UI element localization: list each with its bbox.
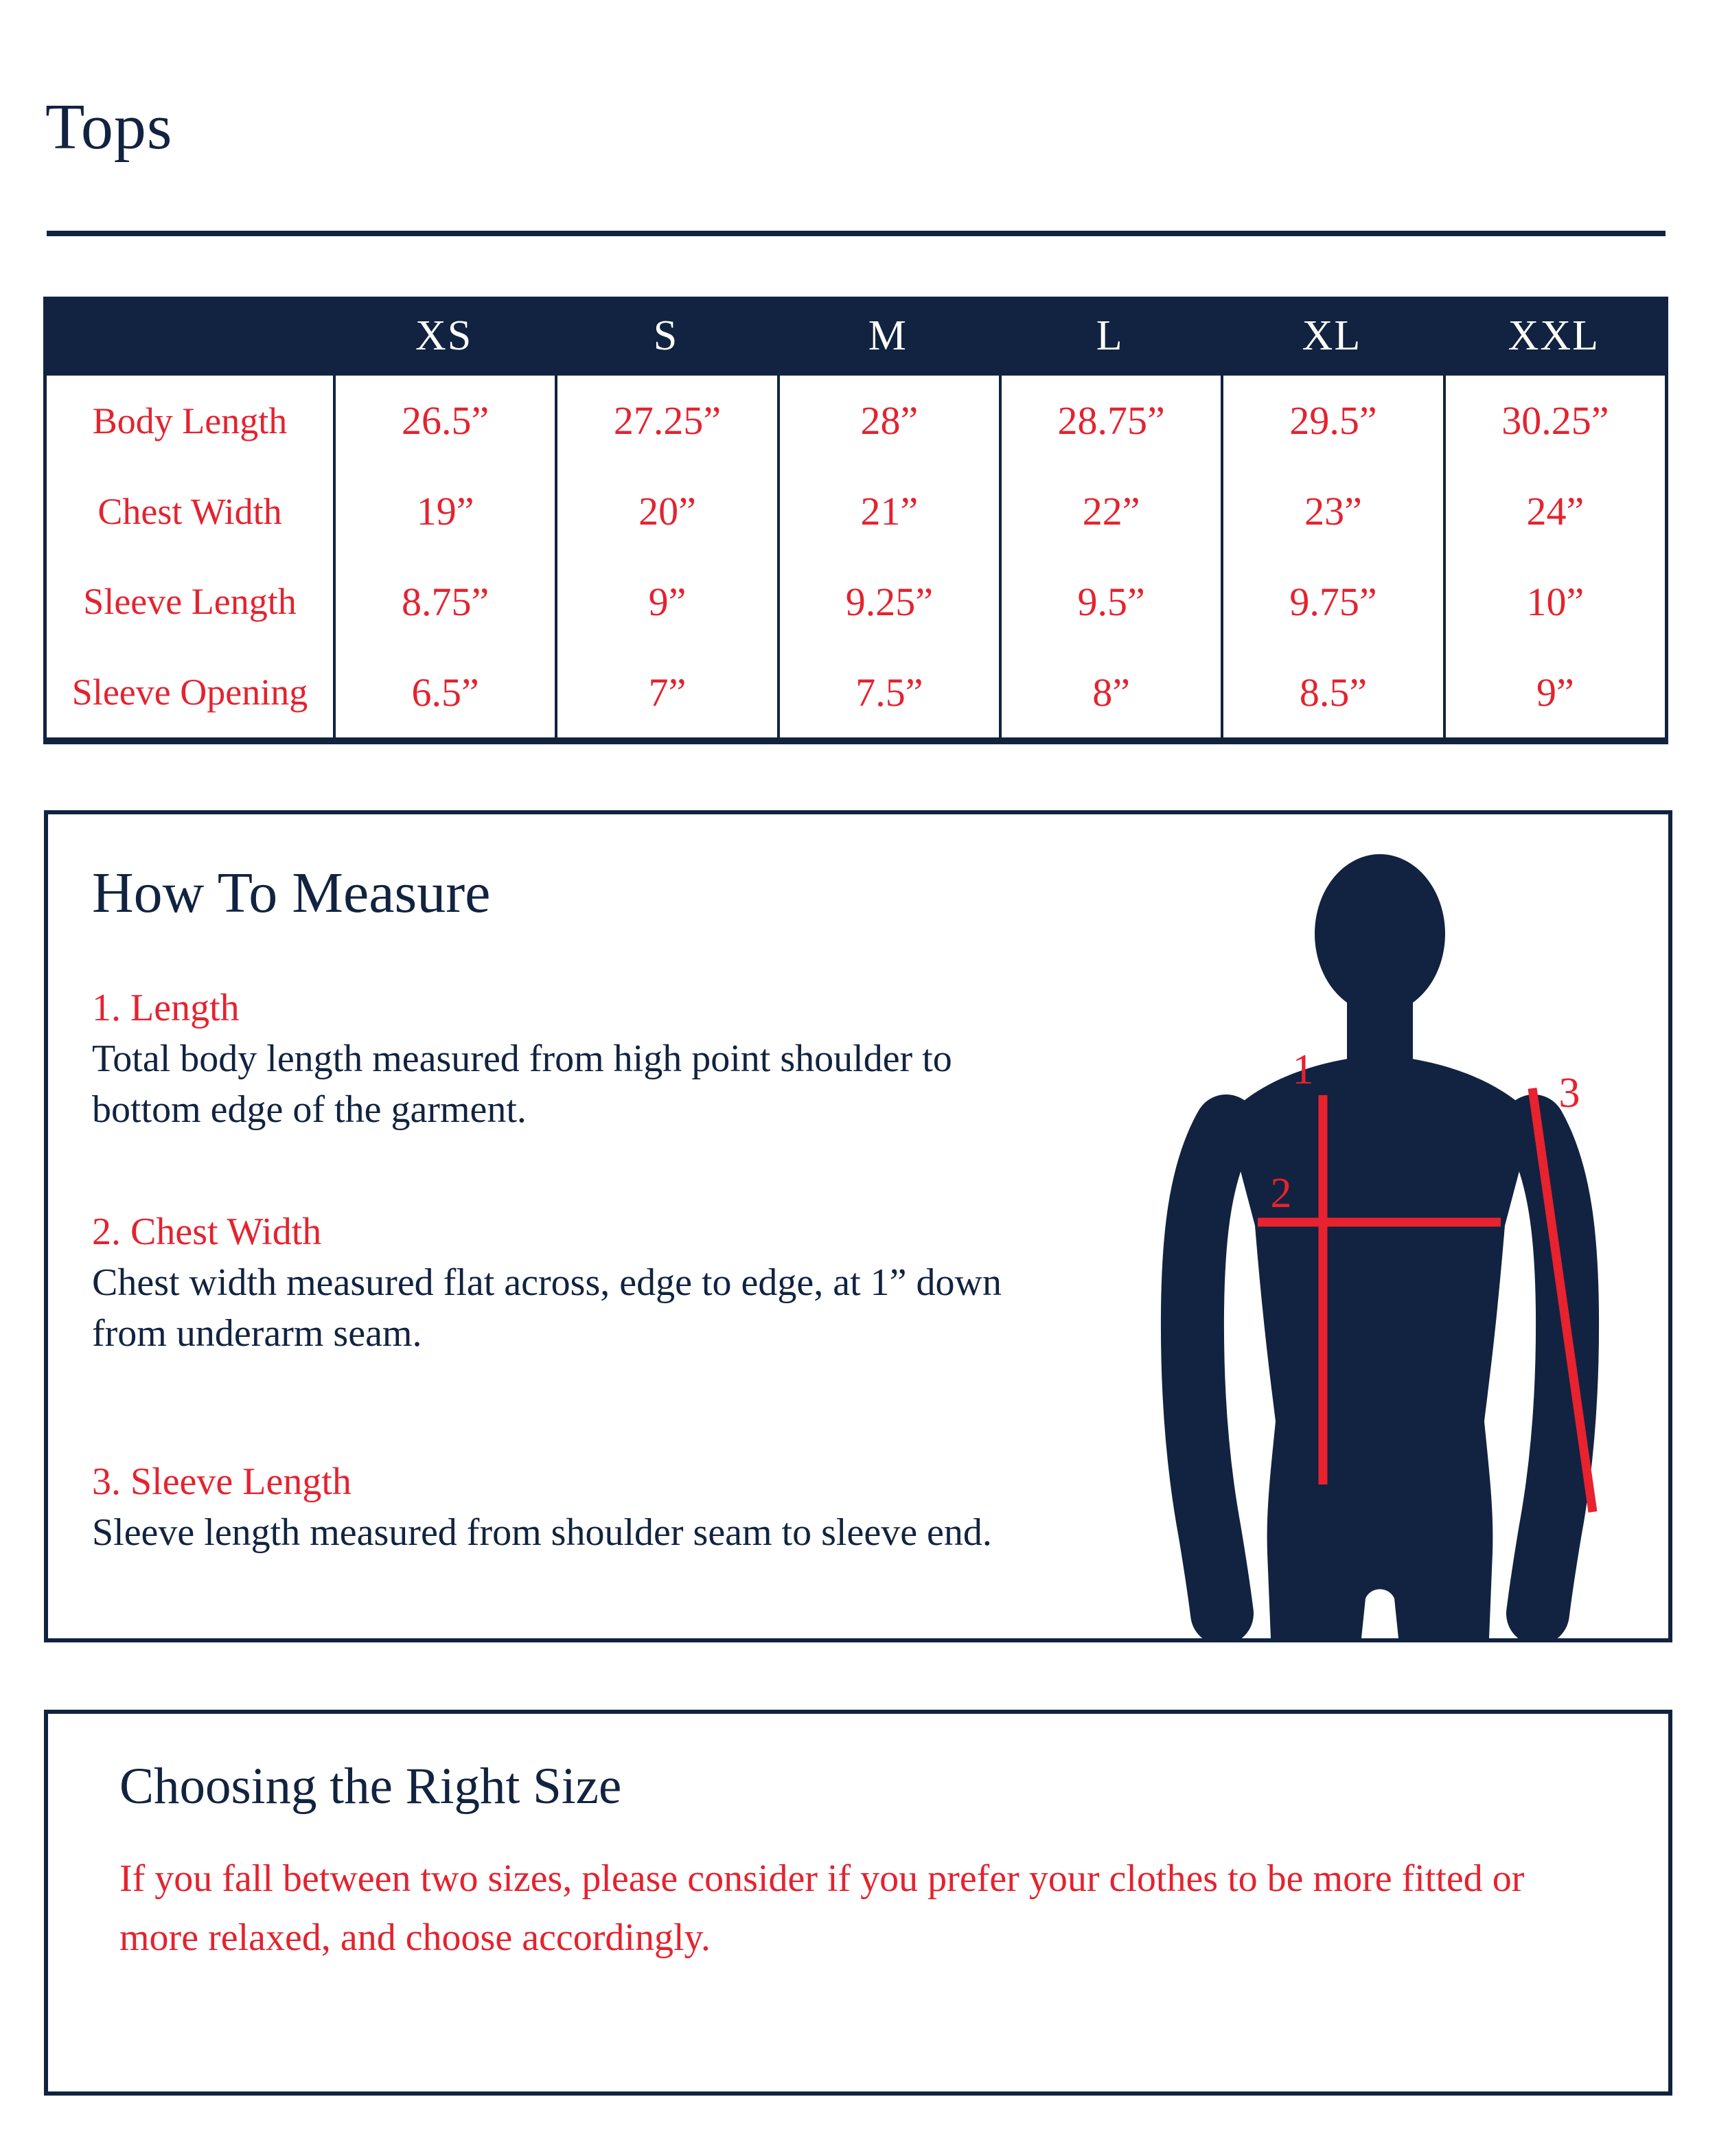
table-value: 9.75” [1221,557,1442,647]
figure-label-1: 1 [1292,1046,1314,1093]
figure-label-3: 3 [1558,1070,1580,1116]
choosing-size-note-line: If you fall between two sizes, please consider if you prefer your clothes to be more fitted or [119,1857,1525,1900]
table-value: 7.5” [777,647,999,737]
figure-label-2: 2 [1270,1170,1292,1217]
measure-item-heading: 1. Length [92,987,240,1029]
size-column-header-m: M [777,297,999,376]
measure-item-heading: 2. Chest Width [92,1211,322,1253]
table-value: 9” [555,557,776,647]
table-value: 9” [1443,647,1665,737]
how-to-measure-title: How To Measure [92,861,491,925]
size-column-header-l: L [999,297,1221,376]
table-value: 8.75” [333,557,555,647]
table-value: 22” [999,466,1221,557]
size-column-header-s: S [555,297,776,376]
row-label-sleeve-length: Sleeve Length [47,557,333,647]
size-column-header-xl: XL [1221,297,1442,376]
row-label-chest-width: Chest Width [47,466,333,557]
measure-item-text-line: Sleeve length measured from shoulder seam to sleeve end. [92,1511,992,1554]
measure-item-chest-width [92,1206,1067,1359]
measure-item-text-line: Chest width measured flat across, edge to edge, at 1” down [92,1261,1002,1304]
table-value: 9.25” [777,557,999,647]
size-table-corner-cell [47,297,333,376]
table-value: 30.25” [1443,376,1665,466]
measure-item-text-line: bottom edge of the garment. [92,1088,527,1131]
table-value: 8.5” [1221,647,1442,737]
table-value: 19” [333,466,555,557]
male-torso-silhouette [1192,854,1567,1638]
table-value: 8” [999,647,1221,737]
row-label-body-length: Body Length [47,376,333,466]
size-table [43,297,1668,744]
table-value: 23” [1221,466,1442,557]
measure-item-sleeve-length [92,1456,1067,1558]
body-silhouette-svg [1153,851,1620,1638]
measure-item-heading: 3. Sleeve Length [92,1460,352,1503]
measure-item-text-line: from underarm seam. [92,1312,422,1355]
choosing-size-note-line: more relaxed, and choose accordingly. [119,1916,711,1959]
row-label-sleeve-opening: Sleeve Opening [47,647,333,737]
title-divider-rule [47,231,1666,236]
size-column-header-xs: XS [333,297,555,376]
table-value: 9.5” [999,557,1221,647]
size-column-header-xxl: XXL [1443,297,1665,376]
table-value: 21” [777,466,999,557]
table-value: 29.5” [1221,376,1442,466]
table-value: 28” [777,376,999,466]
table-value: 20” [555,466,776,557]
table-value: 24” [1443,466,1665,557]
body-silhouette-figure [1153,851,1620,1638]
page-title: Tops [45,91,173,163]
choosing-size-note [119,1849,1630,1967]
measure-item-text-line: Total body length measured from high point shoulder to [92,1037,952,1080]
table-value: 27.25” [555,376,776,466]
table-value: 7” [555,647,776,737]
table-value: 26.5” [333,376,555,466]
table-value: 6.5” [333,647,555,737]
choosing-size-title: Choosing the Right Size [119,1758,622,1815]
table-value: 28.75” [999,376,1221,466]
measure-item-length [92,983,1067,1135]
table-value: 10” [1443,557,1665,647]
